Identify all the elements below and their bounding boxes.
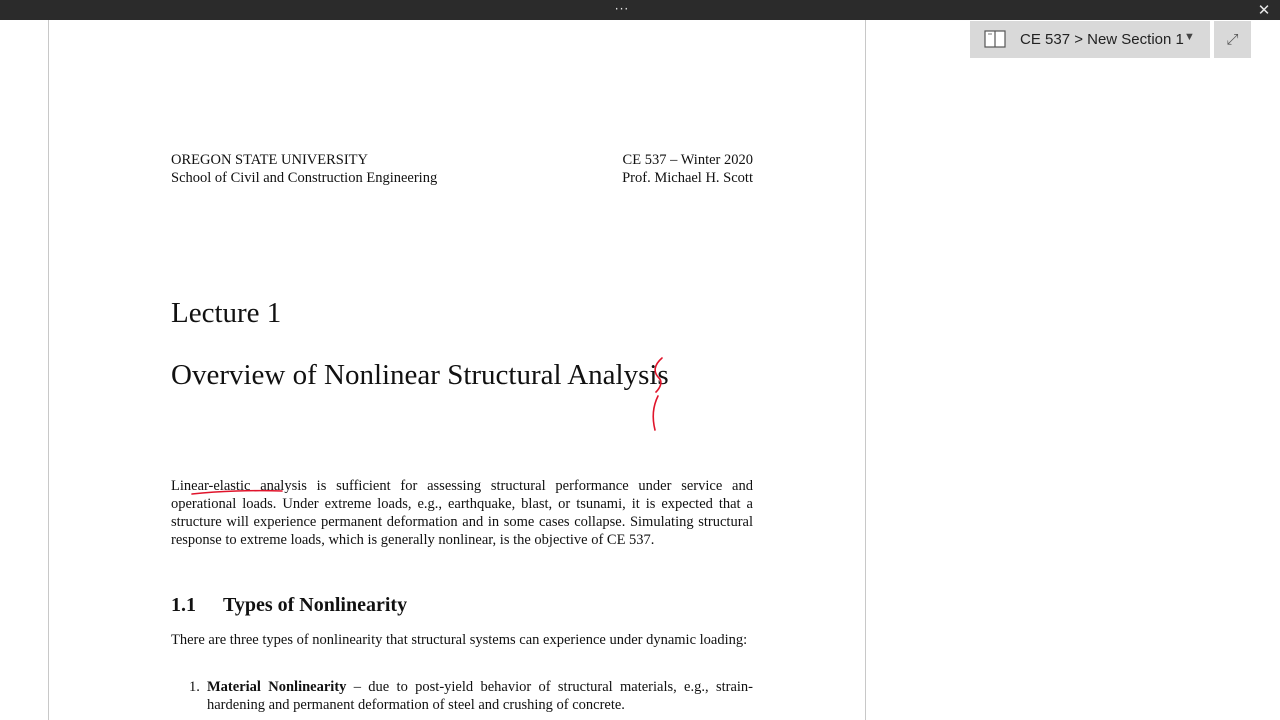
lecture-heading: Lecture 1 (171, 297, 282, 329)
section-title: Types of Nonlinearity (223, 594, 408, 616)
list-item-term: Material Nonlinearity (207, 679, 347, 695)
school-name: School of Civil and Construction Engineering (171, 170, 438, 186)
chevron-down-icon[interactable]: ▼ (1184, 31, 1195, 43)
intro-paragraph: Linear-elastic analysis is sufficient for assessing structural performance under service and operational loads. Under extreme loads, e.g., earthquake, blast, or tsunami, it is expected that a structure will experience permanent deformation and in some cases collapse. Simulating structural response to extreme loads, which is generally nonlinear, is the objective of CE 537. (171, 478, 753, 548)
university-name: OREGON STATE UNIVERSITY (171, 152, 368, 168)
section-number: 1.1 (171, 594, 196, 616)
list-item (207, 678, 753, 714)
section-heading (171, 593, 407, 617)
notebook-location-button[interactable] (970, 21, 1210, 58)
more-options-icon[interactable]: ··· (614, 2, 630, 16)
list-item-text: – due to post-yield behavior of structural materials, e.g., strain-hardening and permanent deformation of steel and crushing of concrete. (207, 679, 753, 713)
printout-page (48, 20, 866, 720)
notebook-icon (984, 30, 1006, 48)
close-icon[interactable]: ✕ (1257, 1, 1271, 19)
section-paragraph: There are three types of nonlinearity that structural systems can experience under dynamic loading: (171, 632, 748, 648)
header-right (622, 151, 753, 187)
list-item-number: 1. (189, 679, 200, 695)
nonlinearity-list (171, 678, 753, 714)
lecture-title: Overview of Nonlinear Structural Analysis (171, 359, 669, 391)
ink-brace-lower (653, 396, 658, 430)
header-left (171, 151, 437, 187)
instructor-name: Prof. Michael H. Scott (622, 170, 753, 186)
expand-icon[interactable]: ⤢ (1214, 21, 1251, 58)
window-titlebar (0, 0, 1280, 20)
course-term: CE 537 – Winter 2020 (622, 152, 753, 168)
notebook-breadcrumb: CE 537 > New Section 1 (1020, 31, 1184, 48)
